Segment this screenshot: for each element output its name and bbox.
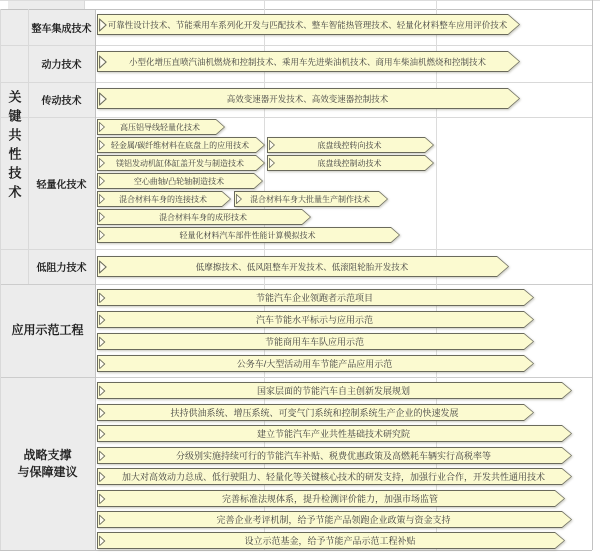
tech-banner [267,137,434,153]
chevron-icon [99,158,105,168]
group-label-key-common-technologies: 关键共性技术 [6,89,22,204]
strategy-banner [97,511,572,528]
tech-banner [97,119,225,135]
tech-banner [97,209,311,225]
chevron-icon [99,471,106,482]
row-label-vehicle-integration-tech: 整车集成技术 [31,23,92,35]
chevron-icon [99,212,105,222]
chevron-icon [99,122,105,132]
demo-banner [97,333,534,350]
banner-text: 轻量化材料汽车部件性能计算模拟技术 [179,230,316,240]
chevron-icon [99,428,106,439]
banner-text: 底盘线控制动技术 [317,158,382,168]
tech-banner [234,191,388,207]
chevron-icon [99,407,106,418]
tech-banner [97,227,400,243]
banner-text: 低摩擦技术、低风阻整车开发技术、低滚阻轮胎开发技术 [195,261,409,272]
row-label-transmission-tech: 传动技术 [41,96,82,107]
banner-text: 镁铝发动机缸体缸盖开发与制造技术 [116,158,244,168]
banner-text: 设立示范基金，给予节能产品示范工程补贴 [244,536,416,546]
group-label-strategic-support [0,377,95,550]
chevron-icon [99,450,106,461]
banner-text: 高效变速器开发技术、高效变速器控制技术 [226,93,389,104]
group-label-line: 战略支撑 [23,448,72,463]
gridline [0,0,600,1]
banner-text: 扶持供油系统、增压系统、可变气门系统和控制系统生产企业的快速发展 [170,408,459,418]
label-content-divider [95,9,96,550]
banner-text: 可靠性设计技术、节能乘用车系列化开发与匹配技术、整车智能热管理技术、轻量化材料整车应用评价技术 [108,19,507,30]
chevron-icon [99,385,106,396]
chevron-icon [99,535,106,546]
header-sliver [8,0,84,9]
strategy-banner [97,404,534,421]
row-label-low-resistance-tech: 低阻力技术 [36,263,87,274]
strategy-banner [97,468,572,485]
banner-text: 混合材料车身大批量生产制作技术 [250,194,370,204]
strategy-banner [97,447,572,464]
banner-text: 小型化增压直喷汽油机燃烧和控制技术、乘用车先进柴油机技术、商用车柴油机燃烧和控制技术 [128,56,486,67]
banner-text: 公务车/大型活动用车节能产品应用示范 [236,359,393,369]
chevron-icon [99,140,105,150]
table-right-border [592,0,593,550]
chevron-icon [99,514,106,525]
tech-banner [97,88,520,109]
tech-banner [267,155,434,171]
banner-text: 建立节能汽车产业共性基础技术研究院 [256,429,410,439]
tech-banner [97,51,520,72]
tech-banner [97,137,265,153]
banner-text: 国家层面的节能汽车自主创新发展规划 [256,386,410,396]
chevron-icon [99,230,105,240]
banner-text: 汽车节能水平标示与应用示范 [255,315,373,325]
tech-banner [97,155,265,171]
banner-text: 底盘线控转向技术 [317,140,382,150]
banner-text: 完善标准法规体系，提升检测评价能力，加强市场监管 [221,494,438,504]
tech-banner [97,256,509,277]
chevron-icon [99,493,106,504]
gridline [84,0,85,9]
banner-text: 分级别实施持续可行的节能汽车补贴、税费优惠政策及高燃耗车辆实行高税率等 [175,451,491,461]
strategy-banner [97,425,572,442]
banner-text: 节能汽车企业领跑者示范项目 [255,293,373,303]
chevron-icon [99,358,106,369]
tech-banner [97,191,231,207]
chevron-icon [99,92,107,105]
banner-text: 轻金属/碳纤维材料在底盘上的应用技术 [110,140,250,150]
chevron-icon [99,55,107,68]
chevron-icon [269,158,275,168]
chevron-icon [99,292,106,303]
strategy-banner [97,532,565,549]
chevron-icon [99,18,107,31]
tech-banner [97,14,520,35]
row-label-lightweight-tech: 轻量化技术 [36,179,87,191]
row-label-powertrain-tech: 动力技术 [41,60,82,71]
strategy-banner [97,490,565,507]
chevron-icon [236,194,242,204]
banner-text: 混合材料车身的连接技术 [119,194,207,204]
chevron-icon [99,176,105,186]
strategy-banner [97,382,572,399]
chevron-icon [99,314,106,325]
banner-text: 高压铝导线轻量化技术 [120,122,200,132]
banner-text: 混合材料车身的成形技术 [159,212,247,222]
chevron-icon [99,336,106,347]
banner-text: 空心曲轴/凸轮轴制造技术 [133,176,225,186]
demo-banner [97,289,534,306]
table-bottom-border [0,550,592,551]
banner-text: 节能商用车车队应用示范 [264,337,364,347]
banner-text: 加大对高效动力总成、低行驶阻力、轻量化等关键核心技术的研发支持，加强行业合作，开发共性通用技术 [121,472,545,482]
demo-banner [97,355,534,372]
chevron-icon [269,140,275,150]
group-label-line: 与保障建议 [17,464,78,479]
demo-banner [97,311,534,328]
chevron-icon [99,260,107,273]
tech-banner [97,173,263,189]
group-label-application-demonstration: 应用示范工程 [11,323,84,338]
banner-text: 完善企业考评机制，给予节能产品领跑企业政策与资金支持 [216,515,451,525]
chevron-icon [99,194,105,204]
